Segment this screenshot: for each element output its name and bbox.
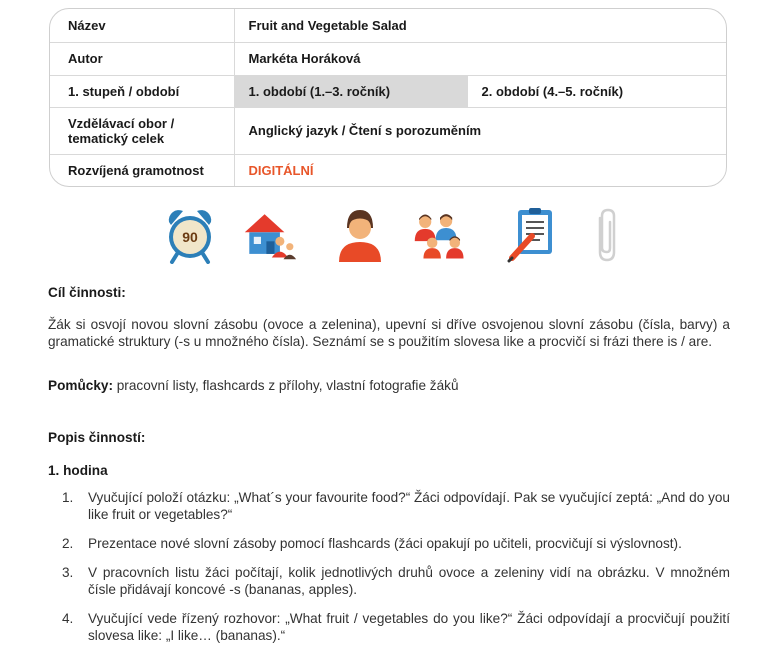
list-item <box>48 489 730 523</box>
steps-list <box>48 489 730 644</box>
step-text: Vyučující vede řízený rozhovor: „What fruit / vegetables do you like?“ Žáci odpovídají a procvičují použití slovesa like: „I like… (bananas).“ <box>88 611 730 643</box>
hodina-heading: 1. hodina <box>48 463 108 478</box>
row-autor <box>50 42 726 75</box>
activity-content <box>48 284 730 656</box>
list-item <box>48 564 730 598</box>
nazev-label: Název <box>50 9 234 42</box>
row-stupen <box>50 75 726 107</box>
autor-value: Markéta Horáková <box>234 42 726 75</box>
alarm-clock-icon <box>163 206 217 264</box>
pomucky-paragraph <box>48 377 730 394</box>
activity-info-card <box>49 8 727 187</box>
clipboard-pencil-icon <box>504 206 558 264</box>
gramotnost-label: Rozvíjená gramotnost <box>50 154 234 187</box>
list-item <box>48 535 730 552</box>
popis-heading: Popis činností: <box>48 430 146 445</box>
clock-text: 90 <box>182 229 198 245</box>
step-number: 2. <box>62 536 74 551</box>
stupen-label: 1. stupeň / období <box>50 75 234 107</box>
step-text: Prezentace nové slovní zásoby pomocí flashcards (žáci opakují po učiteli, procvičují si výslovnost). <box>88 536 682 551</box>
list-item <box>48 610 730 644</box>
stupen-option-1: 1. období (1.–3. ročník) <box>234 75 467 107</box>
row-obor <box>50 107 726 154</box>
group-icon <box>413 206 467 264</box>
row-nazev <box>50 9 726 42</box>
pomucky-label: Pomůcky: <box>48 378 113 393</box>
step-text: Vyučující položí otázku: „What´s your favourite food?“ Žáci odpovídají. Pak se vyučující zeptá: „And do you like fruit or vegetables?“ <box>88 490 730 522</box>
obor-value: Anglický jazyk / Čtení s porozuměním <box>234 107 726 154</box>
obor-label: Vzdělávací obor / tematický celek <box>50 107 234 154</box>
paperclip-icon <box>580 206 634 264</box>
autor-label: Autor <box>50 42 234 75</box>
activity-icons-row <box>0 206 766 264</box>
step-number: 3. <box>62 565 74 580</box>
pomucky-text: pracovní listy, flashcards z přílohy, vlastní fotografie žáků <box>112 378 459 393</box>
single-person-icon <box>333 206 387 264</box>
stupen-option-2: 2. období (4.–5. ročník) <box>467 75 726 107</box>
nazev-value: Fruit and Vegetable Salad <box>234 9 726 42</box>
cil-text: Žák si osvojí novou slovní zásobu (ovoce a zelenina), upevní si dříve osvojenou slovní zásobu (čísla, barvy) a gramatické struktury (-s u množného čísla). Seznámí se s použitím slovesa like a procvičí si frázi there is / are. <box>48 317 730 349</box>
cil-heading: Cíl činnosti: <box>48 285 126 300</box>
house-family-icon <box>243 206 297 264</box>
step-text: V pracovních listu žáci počítají, kolik jednotlivých druhů ovoce a zeleniny vidí na obrázku. V množném čísle přidávají koncové -s (bananas, apples). <box>88 565 730 597</box>
step-number: 1. <box>62 490 74 505</box>
activity-info-table <box>50 9 726 187</box>
row-gramotnost <box>50 154 726 187</box>
gramotnost-value: DIGITÁLNÍ <box>248 163 314 179</box>
step-number: 4. <box>62 611 74 626</box>
